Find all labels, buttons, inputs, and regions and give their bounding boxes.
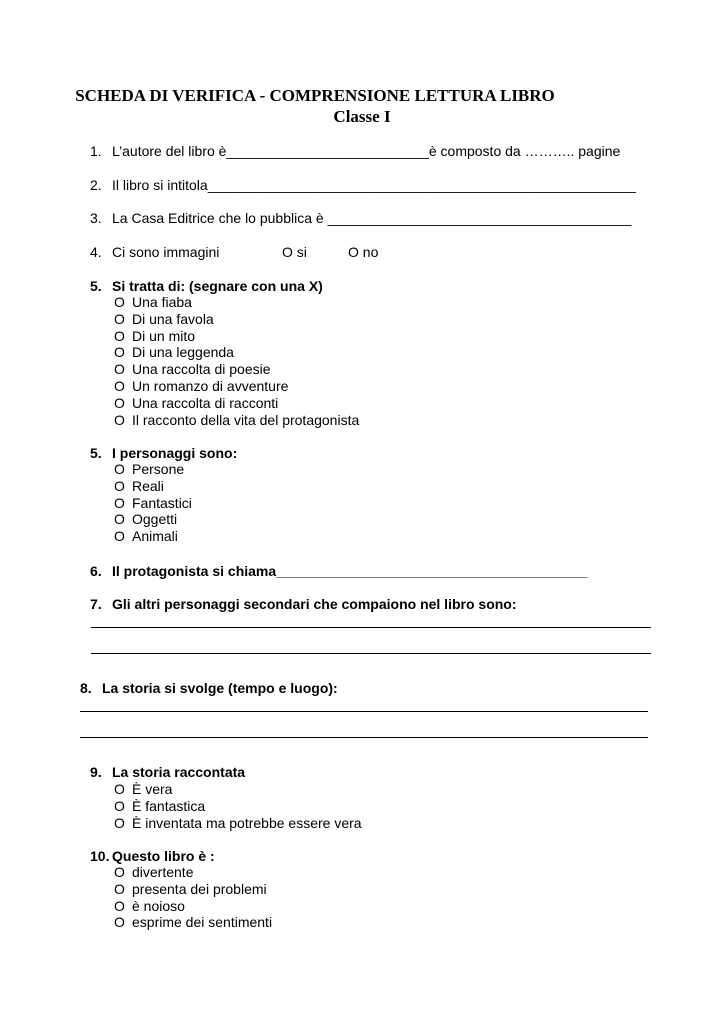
question-text: Ci sono immagini [112,244,220,260]
question-number: 4. [90,244,102,260]
option-circle-icon: O [114,394,125,411]
question-text: La storia raccontata [112,764,246,780]
option-label: divertente [132,864,194,880]
answer-option [114,898,185,915]
option-circle-icon: O [114,528,125,545]
question-number: 7. [90,596,102,612]
answer-option [114,881,267,898]
question-number: 10. [90,848,110,864]
question-8 [80,680,338,697]
option-label: Persone [132,461,185,477]
question-text: Il protagonista si chiama________________________________________ [112,563,588,579]
answer-option [114,461,184,478]
answer-option [114,511,177,528]
option-label: Di una favola [132,310,214,327]
answer-option [114,344,234,361]
question-number: 9. [90,764,102,780]
question-text: La Casa Editrice che lo pubblica è _______________________________________ [112,210,632,226]
answer-option [114,528,178,545]
option-circle-icon: O [114,864,125,880]
option-circle-icon: O [114,880,125,897]
option-circle-icon: O [114,897,125,914]
option-label: Oggetti [132,511,178,528]
answer-option [114,495,192,512]
question-text: I personaggi sono: [112,445,238,461]
option-label: presenta dei problemi [132,880,267,897]
question-number: 6. [90,563,102,579]
answer-option [114,328,195,345]
option-label: Di un mito [132,327,196,344]
question-number: 1. [90,143,102,159]
option-circle-icon: O [114,814,125,831]
option-label: È inventata ma potrebbe essere vera [132,814,362,831]
option-label: Fantastici [132,494,192,511]
question-number: 2. [90,177,102,193]
worksheet-class: Classe I [333,107,391,126]
option-label: è noioso [132,897,185,914]
option-circle-icon: O [114,310,125,327]
question-3 [90,210,631,227]
question-7 [90,596,517,613]
option-circle-icon: O [114,511,125,528]
option-circle-icon: O [114,378,125,394]
option-no: O no [348,244,379,260]
option-circle-icon: O [114,914,125,931]
option-label: Il racconto della vita del protagonista [132,411,360,428]
answer-option [114,914,272,931]
option-circle-icon: O [114,477,125,494]
answer-option [114,395,278,412]
answer-option [114,864,193,881]
option-circle-icon: O [114,411,125,428]
option-yes: O si [282,244,307,260]
worksheet-title: SCHEDA DI VERIFICA - COMPRENSIONE LETTURA LIBRO [75,86,555,105]
question-5-type [90,278,323,295]
answer-option [114,478,164,495]
question-6 [90,563,588,580]
option-label: Animali [132,528,178,545]
question-4 [90,244,219,261]
answer-option [114,412,359,429]
question-number: 3. [90,210,102,226]
question-10 [90,848,215,865]
answer-option [114,798,205,815]
answer-line [91,653,651,654]
answer-option [114,361,271,378]
answer-option [114,781,172,798]
option-circle-icon: O [114,494,125,511]
option-circle-icon: O [114,461,125,477]
answer-line [80,737,648,738]
option-label: Una raccolta di poesie [132,361,271,378]
answer-line [91,627,651,628]
question-text: Si tratta di: (segnare con una X) [112,278,323,294]
question-text: Gli altri personaggi secondari che compaiono nel libro sono: [112,596,517,612]
option-label: Un romanzo di avventure [132,378,289,394]
answer-option [114,294,192,311]
option-circle-icon: O [114,344,125,361]
question-text: La storia si svolge (tempo e luogo): [102,680,338,696]
answer-line [80,711,648,712]
answer-option [114,815,362,832]
question-text: L’autore del libro è__________________________è composto da ……….. pagine [112,143,621,159]
question-text: Questo libro è : [112,848,215,864]
question-2 [90,177,636,194]
option-label: esprime dei sentimenti [132,914,273,931]
option-circle-icon: O [114,781,125,797]
answer-option [114,378,288,395]
question-number: 8. [80,680,92,696]
question-9 [90,764,245,781]
answer-option [114,311,214,328]
question-text: Il libro si intitola_______________________________________________________ [112,177,636,193]
option-label: È vera [132,781,173,797]
question-number: 5. [90,278,102,294]
option-circle-icon: O [114,797,125,814]
question-number: 5. [90,445,102,461]
option-label: Una fiaba [132,294,192,310]
option-label: Di una leggenda [132,344,234,361]
option-circle-icon: O [114,327,125,344]
option-label: Reali [132,477,164,494]
option-circle-icon: O [114,361,125,378]
option-label: È fantastica [132,797,206,814]
question-5-characters [90,445,237,462]
option-label: Una raccolta di racconti [132,394,279,411]
option-circle-icon: O [114,294,125,310]
question-1 [90,143,620,160]
